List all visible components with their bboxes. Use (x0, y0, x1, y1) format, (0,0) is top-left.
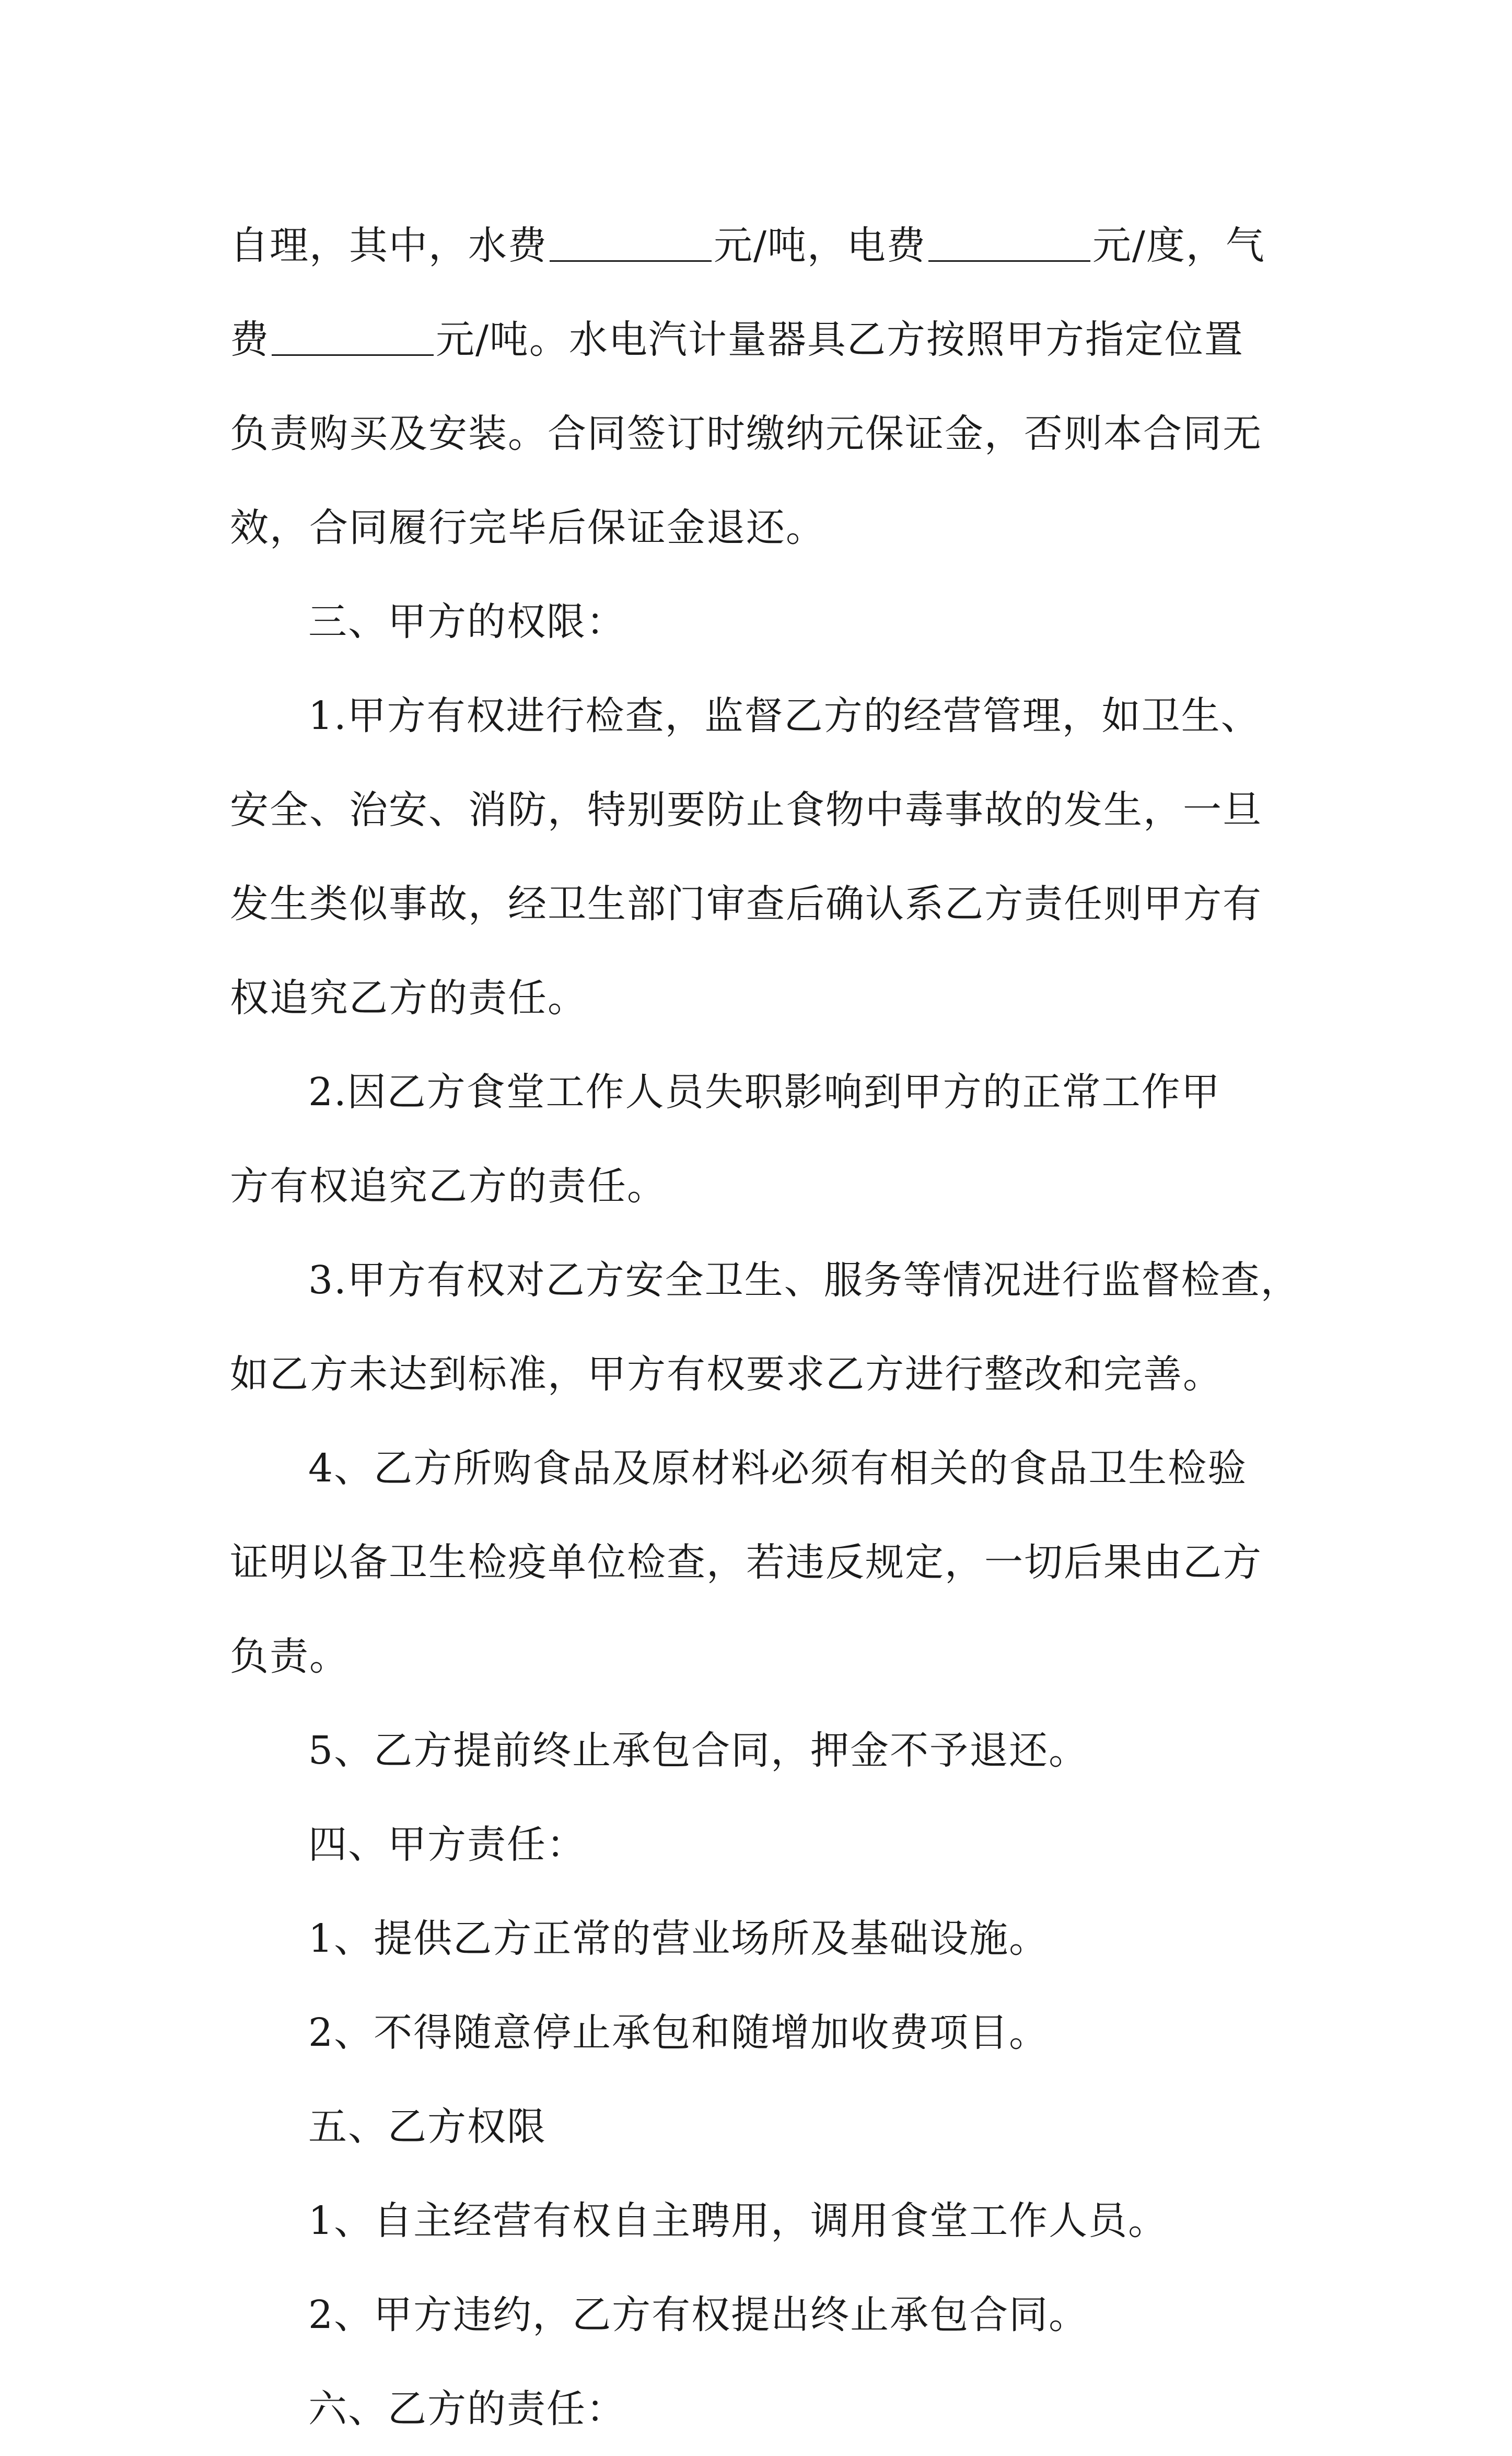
clause-line: 5、乙方提前终止承包合同，押金不予退还。 (308, 1728, 1089, 1773)
water-fee-blank (550, 222, 712, 262)
clause-line: 证明以备卫生检疫单位检查，若违反规定，一切后果由乙方 (230, 1540, 1262, 1585)
clause-line: 权追究乙方的责任。 (230, 976, 587, 1021)
clause-line: 2.因乙方食堂工作人员失职影响到甲方的正常工作甲 (308, 1070, 1221, 1115)
text-segment: 元/吨，电费 (714, 223, 926, 268)
section-heading: 六、乙方的责任： (308, 2387, 626, 2431)
document-body (230, 199, 1301, 2456)
text-segment: 费 (230, 317, 270, 362)
electricity-fee-blank (928, 222, 1090, 262)
gas-fee-blank (272, 316, 434, 356)
clause-line: 方有权追究乙方的责任。 (230, 1164, 667, 1209)
clause-line: 2、甲方违约，乙方有权提出终止承包合同。 (308, 2292, 1089, 2337)
text-segment: 元/吨。水电汽计量器具乙方按照甲方指定位置 (436, 317, 1244, 362)
text-segment: 元/度，气 (1092, 223, 1265, 268)
paragraph-line (230, 199, 1301, 293)
section-heading: 五、乙方权限 (308, 2104, 546, 2149)
clause-line: 发生类似事故，经卫生部门审查后确认系乙方责任则甲方有 (230, 882, 1262, 926)
clause-line: 2、不得随意停止承包和随增加收费项目。 (308, 2010, 1049, 2055)
clause-line: 负责。 (230, 1634, 349, 1679)
paragraph-line (230, 293, 1301, 387)
clause-line: 1、提供乙方正常的营业场所及基础设施。 (308, 1916, 1049, 1961)
section-heading: 三、甲方的权限： (308, 599, 626, 644)
clause-line: 如乙方未达到标准，甲方有权要求乙方进行整改和完善。 (230, 1352, 1223, 1397)
section-heading: 四、甲方责任： (308, 1822, 586, 1867)
clause-line: 4、乙方所购食品及原材料必须有相关的食品卫生检验 (308, 1446, 1248, 1491)
paragraph-line: 效，合同履行完毕后保证金退还。 (230, 505, 825, 550)
text-segment: 自理，其中，水费 (230, 223, 548, 268)
clause-line: 1.甲方有权进行检查，监督乙方的经营管理，如卫生、 (308, 693, 1261, 738)
clause-line: 安全、治安、消防，特别要防止食物中毒事故的发生，一旦 (230, 787, 1262, 832)
clause-line: 3.甲方有权对乙方安全卫生、服务等情况进行监督检查， (308, 1258, 1300, 1303)
paragraph-line: 负责购买及安装。合同签订时缴纳元保证金，否则本合同无 (230, 411, 1262, 456)
clause-line: 1、自主经营有权自主聘用，调用食堂工作人员。 (308, 2198, 1168, 2243)
